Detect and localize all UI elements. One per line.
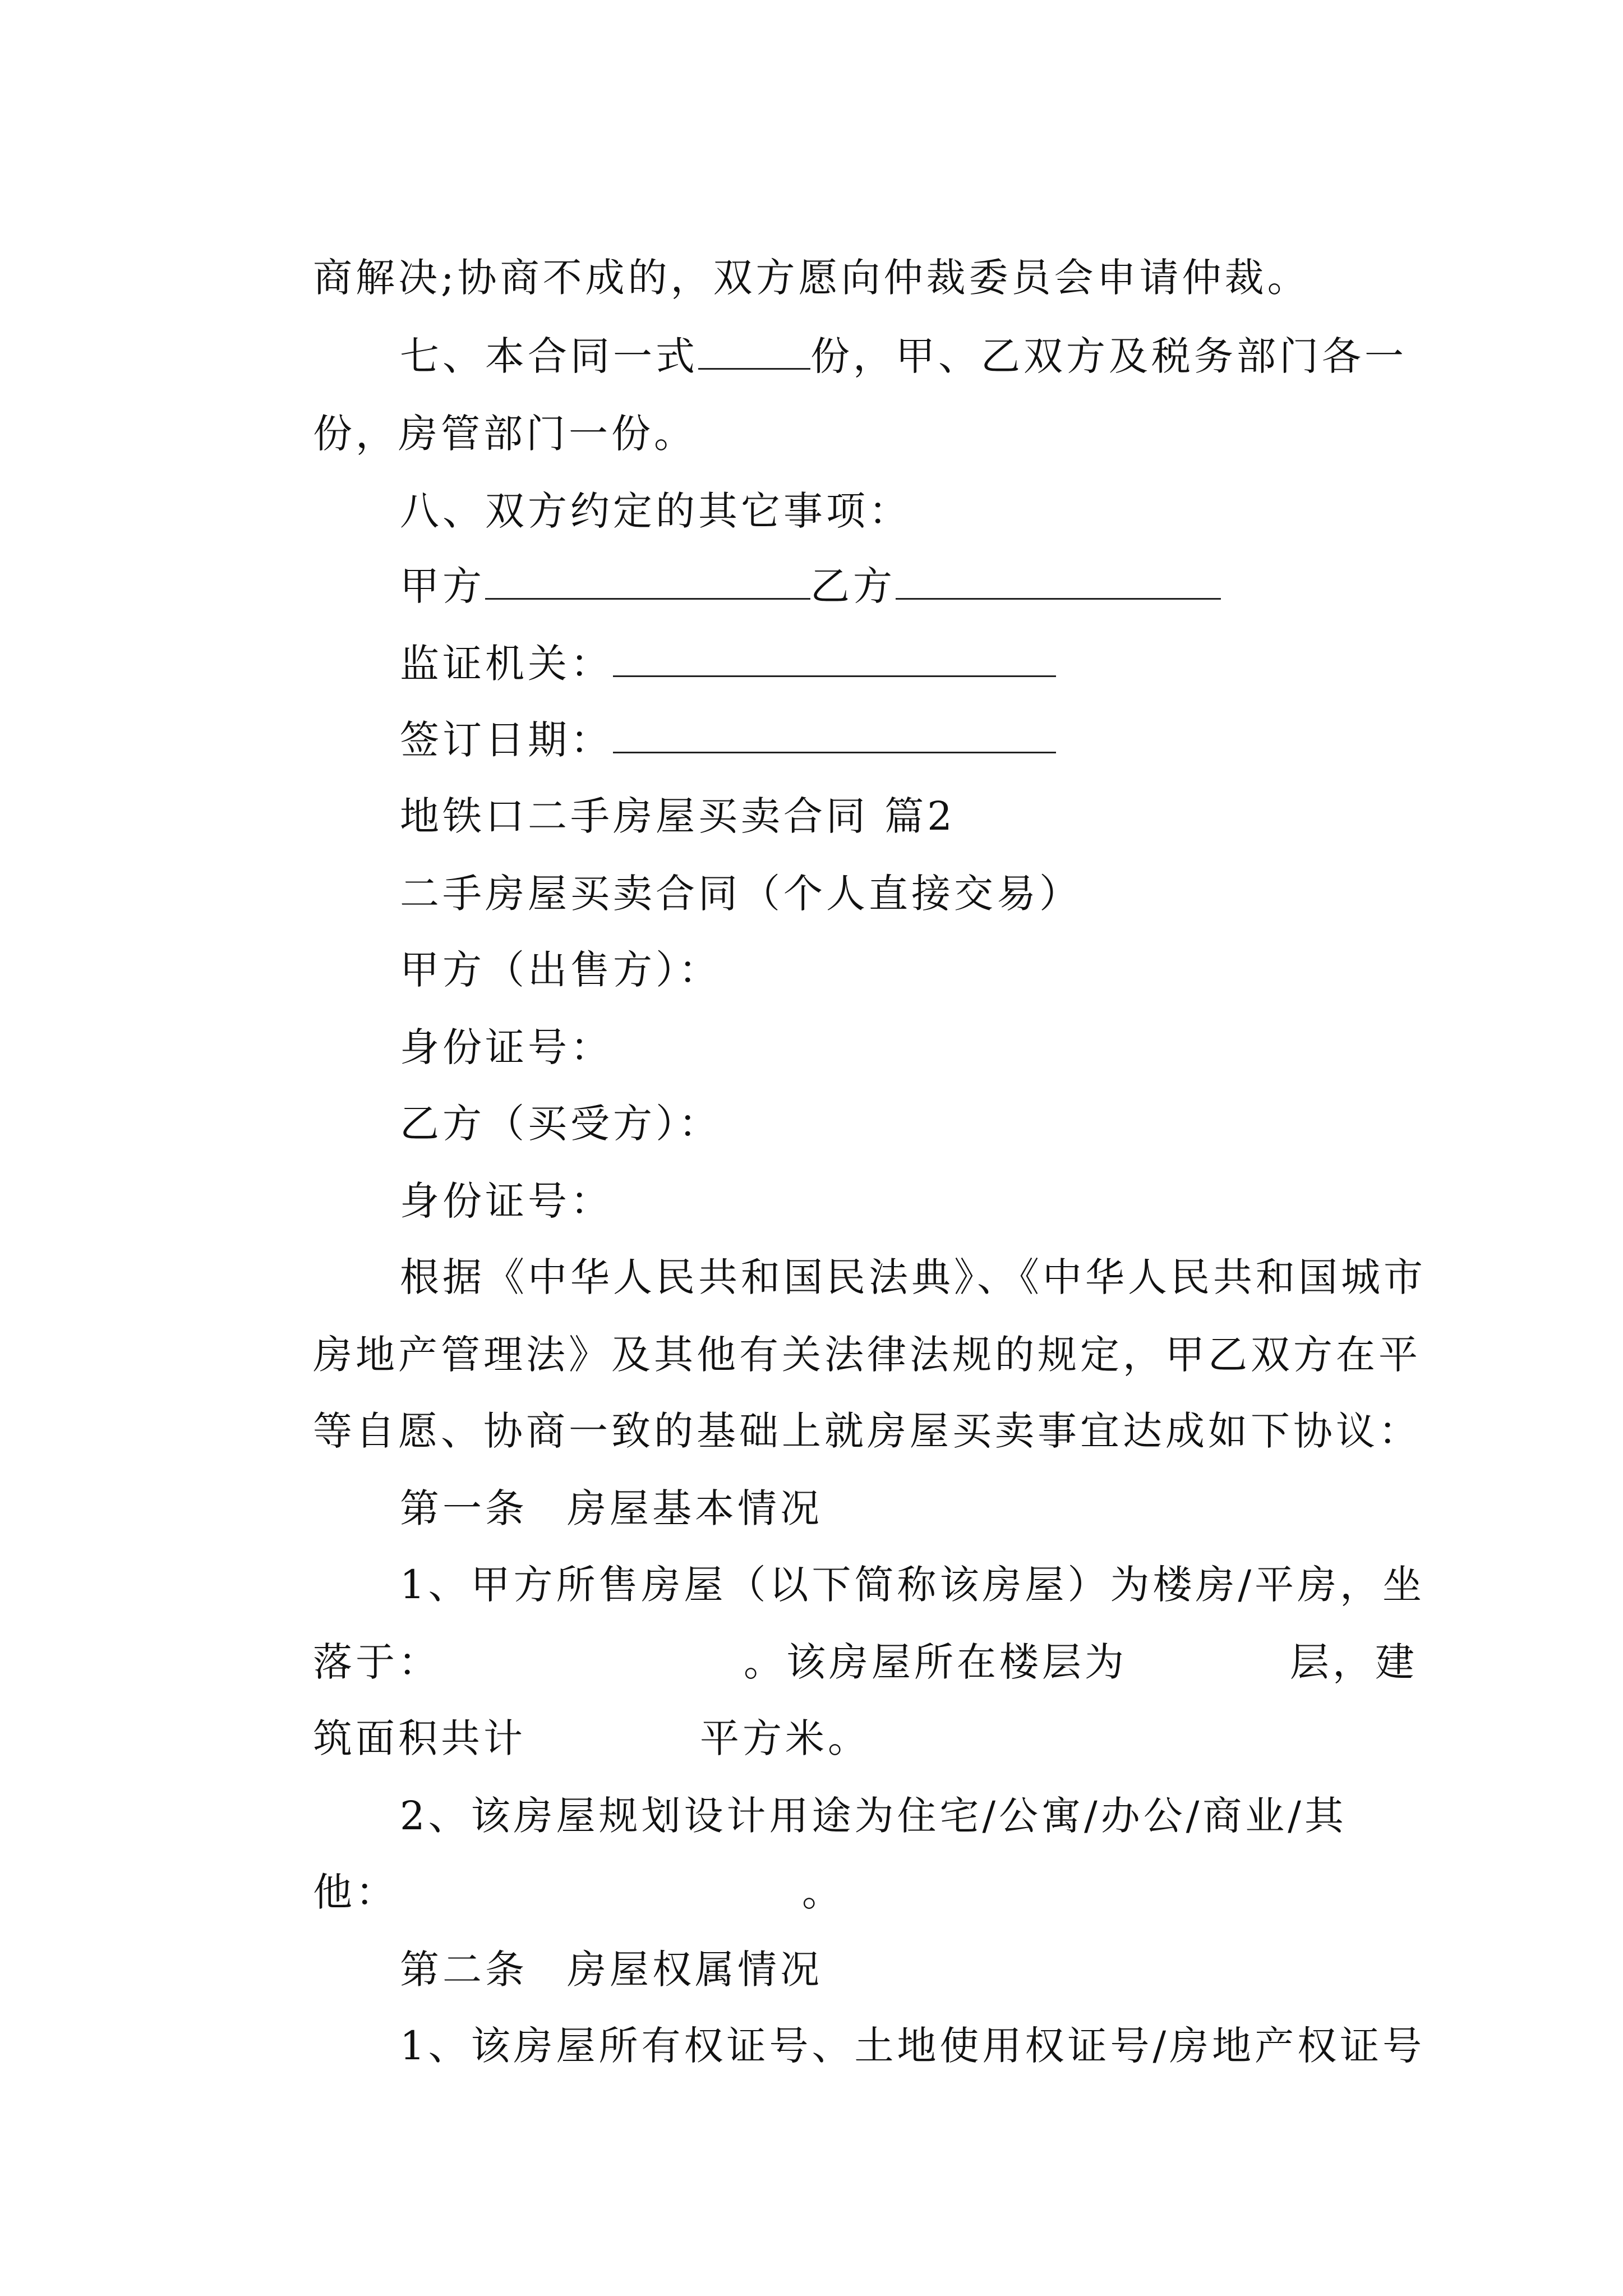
text-line: 层，建 — [1290, 1639, 1418, 1685]
seller-id-row — [336, 988, 614, 1070]
other-use-row — [250, 1833, 845, 1915]
seller-id-label: 身份证号： — [400, 1024, 614, 1070]
area-unit: 平方米。 — [700, 1715, 871, 1761]
contract-title-text: 二手房屋买卖合同（个人直接交易） — [400, 871, 1082, 917]
section-title: 地铁口二手房屋买卖合同 篇2 — [400, 793, 956, 839]
signing-date-field — [613, 720, 1056, 753]
text-line: 份，房管部门一份。 — [313, 411, 697, 457]
contract-title — [336, 835, 1082, 917]
location-label: 落于： — [313, 1639, 441, 1685]
article-number: 第一条 — [400, 1485, 528, 1531]
signing-date-row — [336, 681, 1056, 763]
witness-label: 监证机关： — [400, 641, 614, 687]
buyer-id-row — [336, 1142, 614, 1224]
paragraph-line — [336, 1757, 1347, 1839]
preamble-line — [336, 1218, 1427, 1300]
article-number: 第二条 — [400, 1947, 528, 1993]
text-line: 份，甲、乙双方及税务部门各一 — [810, 333, 1408, 379]
seller-label: 甲方（出售方）： — [400, 947, 722, 993]
text-line: 1、该房屋所有权证号、土地使用权证号/房地产权证号 — [400, 2023, 1426, 2069]
article-title: 房屋基本情况 — [567, 1485, 823, 1531]
text-line: 八、双方约定的其它事项： — [400, 488, 912, 534]
area-label: 筑面积共计 — [313, 1715, 527, 1761]
party-b-signature-field — [896, 567, 1221, 600]
text-line: 。 — [802, 1869, 845, 1915]
preamble-line — [250, 1296, 1422, 1378]
buyer-id-label: 身份证号： — [400, 1178, 614, 1224]
signature-party-row — [336, 527, 1221, 609]
other-use-label: 他： — [313, 1869, 399, 1915]
paragraph-line — [250, 219, 1310, 301]
party-a-label: 甲方 — [400, 563, 486, 609]
preamble-line — [250, 1372, 1422, 1454]
text-line: 根据《中华人民共和国民法典》、《中华人民共和国城市 — [400, 1254, 1427, 1300]
article-one-heading — [336, 1450, 823, 1531]
paragraph-line — [336, 1987, 1426, 2069]
buyer-label: 乙方（买受方）： — [400, 1101, 722, 1147]
clause-seven — [336, 297, 1408, 379]
party-a-signature-field — [485, 567, 810, 600]
seller-row — [336, 911, 722, 993]
text-line: 1、甲方所售房屋（以下简称该房屋）为楼房/平房，坐 — [400, 1562, 1426, 1608]
text-line: 商解决;协商不成的，双方愿向仲裁委员会申请仲裁。 — [313, 255, 1310, 301]
section-heading — [336, 757, 956, 839]
paragraph-line — [336, 1526, 1426, 1608]
article-two-heading — [336, 1911, 823, 1993]
floor-label: 。该房屋所在楼层为 — [744, 1639, 1128, 1685]
buyer-row — [336, 1065, 722, 1147]
blank-copies-field — [698, 337, 810, 370]
area-row — [250, 1680, 871, 1761]
article-title: 房屋权属情况 — [567, 1947, 823, 1993]
paragraph-line — [250, 375, 697, 457]
text-line: 七、本合同一式 — [400, 333, 699, 379]
signing-date-label: 签订日期： — [400, 717, 614, 763]
text-line: 等自愿、协商一致的基础上就房屋买卖事宜达成如下协议： — [313, 1408, 1422, 1454]
witness-row — [336, 605, 1056, 687]
text-line: 房地产管理法》及其他有关法律法规的规定，甲乙双方在平 — [313, 1332, 1422, 1378]
clause-eight — [336, 452, 912, 534]
party-b-label: 乙方 — [810, 563, 896, 609]
text-line: 2、该房屋规划设计用途为住宅/公寓/办公/商业/其 — [400, 1793, 1347, 1839]
witness-field — [613, 644, 1056, 677]
location-row — [250, 1603, 1418, 1685]
